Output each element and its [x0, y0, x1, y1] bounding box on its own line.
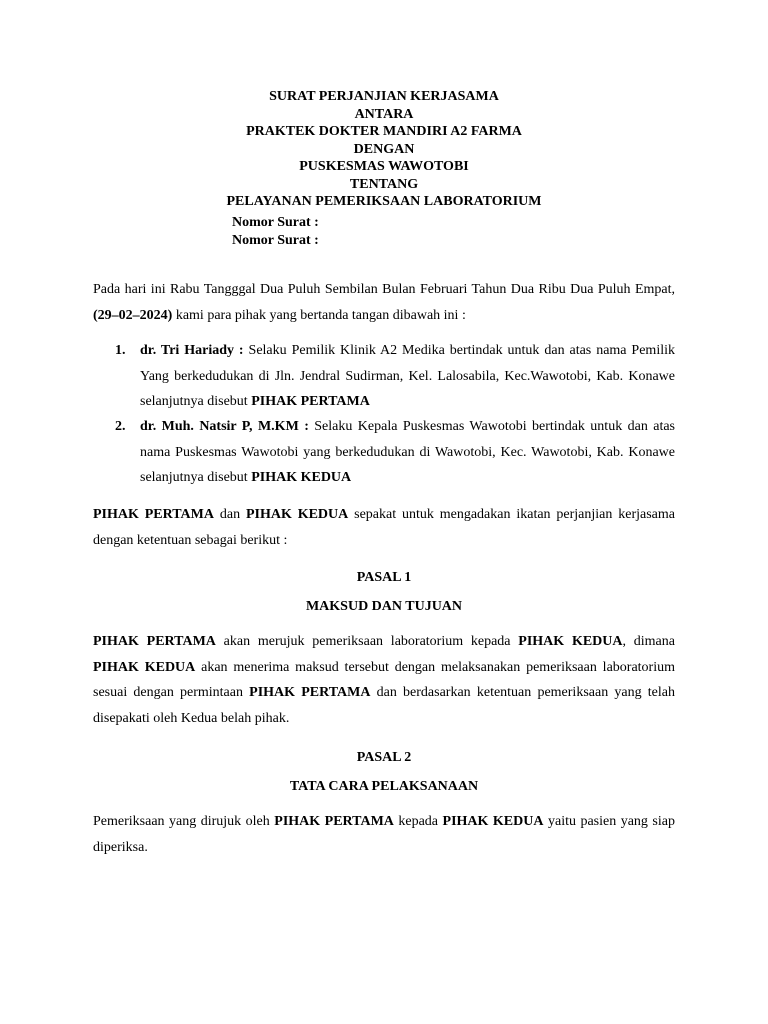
pasal-text: dan berdasarkan ketentuan pemeriksaan yang telah disepakati oleh Kedua belah pihak.	[93, 685, 675, 726]
agreement-text: sepakat untuk mengadakan ikatan perjanjian kerjasama dengan ketentuan sebagai berikut :	[93, 507, 675, 548]
pasal-1-paragraph	[93, 629, 675, 731]
pasal-1-title: MAKSUD DAN TUJUAN	[305, 599, 463, 614]
title-line: PRAKTEK DOKTER MANDIRI A2 FARMA	[246, 124, 522, 139]
party-ref: PIHAK KEDUA	[245, 507, 349, 522]
pasal-2-title: TATA CARA PELAKSANAAN	[289, 779, 479, 794]
title-line: SURAT PERJANJIAN KERJASAMA	[269, 89, 499, 104]
title-line: ANTARA	[354, 106, 414, 122]
pasal-2-paragraph	[93, 809, 675, 860]
party-name: dr. Tri Hariady :	[140, 343, 244, 358]
agreement-date: (29–02–2024)	[93, 307, 173, 323]
party-ref: PIHAK PERTAMA	[93, 634, 216, 649]
opening-text-end: kami para pihak yang bertanda tangan dibawah ini :	[172, 307, 466, 323]
party-designation: PIHAK KEDUA	[251, 470, 352, 485]
pasal-text: akan merujuk pemeriksaan laboratorium kepada	[215, 634, 519, 649]
party-description: Selaku Pemilik Klinik A2 Medika bertindak untuk dan atas nama Pemilik Yang berkedudukan di Jln. Jendral Sudirman, Kel. Lalosabila, Kec.Wawotobi, Kab. Konawe selanjutnya disebut	[140, 343, 675, 409]
nomor-surat-line: Nomor Surat :	[232, 215, 319, 230]
agreement-paragraph	[93, 502, 675, 553]
party-description: Selaku Kepala Puskesmas Wawotobi bertindak untuk dan atas nama Puskesmas Wawotobi yang berkedudukan di Wawotobi, Kec. Wawotobi, Kab. Konawe selanjutnya disebut	[140, 419, 675, 485]
pasal-2-number: PASAL 2	[356, 750, 412, 765]
party-ref: PIHAK PERTAMA	[249, 685, 371, 700]
party-ref: PIHAK KEDUA	[442, 814, 544, 829]
party-item-2	[93, 414, 675, 491]
pasal-text: kepada	[393, 814, 443, 829]
title-line: TENTANG	[349, 176, 419, 192]
agreement-text: dan	[214, 507, 246, 522]
party-ref: PIHAK PERTAMA	[93, 507, 214, 522]
pasal-text: yaitu pasien yang siap diperiksa.	[93, 814, 675, 855]
pasal-text: akan menerima maksud tersebut dengan melaksanakan pemeriksaan laboratorium sesuai dengan permintaan	[93, 659, 675, 700]
party-name: dr. Muh. Natsir P, M.KM :	[140, 419, 309, 434]
list-number: 1.	[115, 343, 126, 358]
nomor-surat-block	[232, 214, 319, 249]
nomor-surat-line: Nomor Surat :	[232, 232, 319, 248]
opening-paragraph	[93, 277, 675, 328]
pasal-text: , dimana	[622, 634, 675, 649]
list-number: 2.	[115, 419, 126, 434]
pasal-text: Pemeriksaan yang dirujuk oleh	[93, 814, 275, 829]
pasal-1-number: PASAL 1	[356, 570, 412, 585]
party-ref: PIHAK PERTAMA	[274, 814, 394, 829]
title-line: PELAYANAN PEMERIKSAAN LABORATORIUM	[226, 194, 542, 209]
document-title	[0, 88, 768, 211]
party-ref: PIHAK KEDUA	[518, 634, 623, 649]
party-ref: PIHAK KEDUA	[93, 659, 196, 675]
opening-text: Pada hari ini Rabu Tangggal Dua Puluh Sembilan Bulan Februari Tahun Dua Ribu Dua Puluh Empat,	[93, 282, 675, 297]
title-line: DENGAN	[353, 141, 415, 157]
party-item-1	[93, 338, 675, 415]
party-designation: PIHAK PERTAMA	[251, 394, 370, 409]
title-line: PUSKESMAS WAWOTOBI	[299, 159, 469, 174]
